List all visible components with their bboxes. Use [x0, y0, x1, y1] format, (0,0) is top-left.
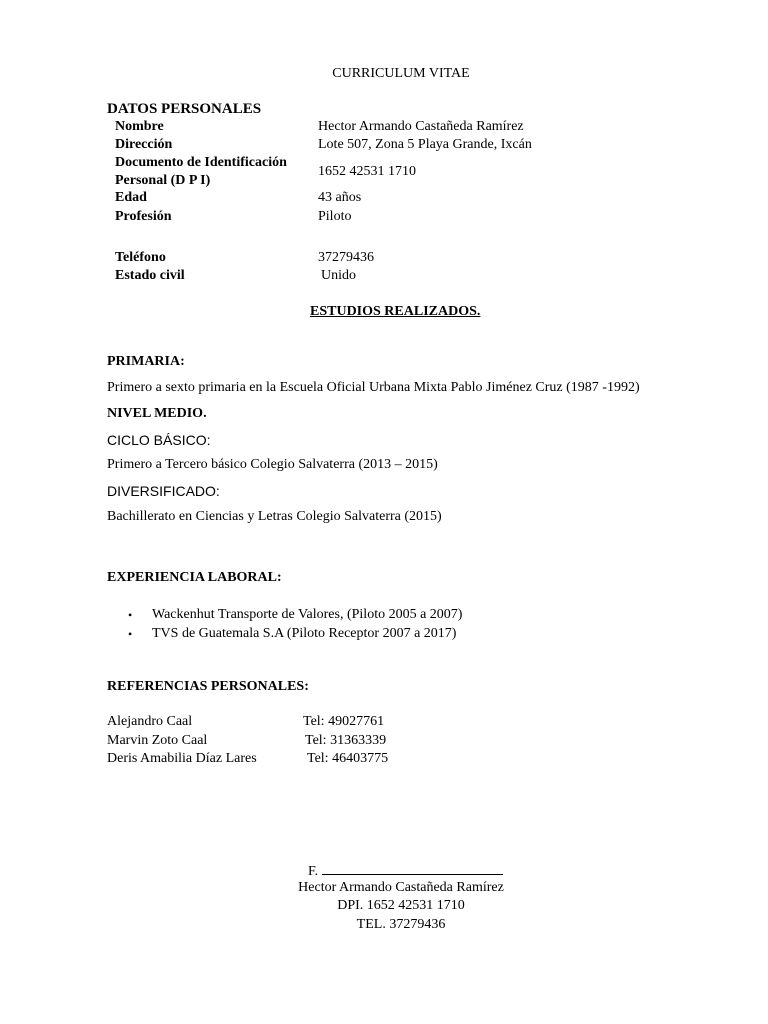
diversificado-text: Bachillerato en Ciencias y Letras Colegio Salvaterra (2015) [107, 509, 442, 524]
label-nombre: Nombre [115, 119, 164, 134]
experience-heading: EXPERIENCIA LABORAL: [107, 570, 282, 585]
label-profesion: Profesión [115, 209, 172, 224]
diversificado-heading: DIVERSIFICADO: [107, 483, 220, 499]
signature-underline [322, 861, 503, 875]
value-profesion: Piloto [318, 209, 352, 224]
experience-item: TVS de Guatemala S.A (Piloto Receptor 2007 a 2017) [152, 626, 457, 641]
ciclo-basico-heading: CICLO BÁSICO: [107, 432, 211, 448]
reference-tel: Tel: 31363339 [305, 733, 387, 748]
label-direccion: Dirección [115, 137, 173, 152]
reference-name: Deris Amabilia Díaz Lares [107, 751, 257, 766]
nivel-medio-heading: NIVEL MEDIO. [107, 406, 207, 421]
label-edad: Edad [115, 190, 147, 205]
signature-dpi: DPI. 1652 42531 1710 [337, 898, 465, 913]
primaria-text: Primero a sexto primaria en la Escuela Oficial Urbana Mixta Pablo Jiménez Cruz (1987 -1992) [107, 380, 640, 395]
reference-tel: Tel: 49027761 [303, 714, 385, 729]
value-dpi: 1652 42531 1710 [318, 164, 416, 179]
bullet-icon: • [128, 627, 133, 641]
reference-name: Marvin Zoto Caal [107, 733, 208, 748]
bullet-icon: • [128, 608, 133, 622]
signature-prefix: F. [308, 864, 319, 879]
signature-name: Hector Armando Castañeda Ramírez [298, 880, 504, 895]
signature-tel: TEL. 37279436 [356, 917, 446, 932]
label-documento-line2: Personal (D P I) [115, 173, 211, 188]
personal-heading: DATOS PERSONALES [107, 101, 262, 117]
value-telefono: 37279436 [318, 250, 374, 265]
page-title: CURRICULUM VITAE [332, 66, 470, 81]
studies-heading: ESTUDIOS REALIZADOS. [310, 304, 481, 319]
value-estado-civil: Unido [321, 268, 356, 283]
value-direccion: Lote 507, Zona 5 Playa Grande, Ixcán [318, 137, 532, 152]
experience-item: Wackenhut Transporte de Valores, (Piloto 2005 a 2007) [152, 607, 463, 622]
reference-name: Alejandro Caal [107, 714, 193, 729]
value-edad: 43 años [318, 190, 362, 205]
label-documento: Documento de Identificación [115, 155, 287, 170]
primaria-heading: PRIMARIA: [107, 354, 185, 369]
signature-line [308, 861, 503, 881]
value-nombre: Hector Armando Castañeda Ramírez [318, 119, 524, 134]
references-heading: REFERENCIAS PERSONALES: [107, 679, 309, 694]
ciclo-basico-text: Primero a Tercero básico Colegio Salvaterra (2013 – 2015) [107, 457, 438, 472]
reference-tel: Tel: 46403775 [307, 751, 389, 766]
label-estado-civil: Estado civil [115, 268, 185, 283]
label-telefono: Teléfono [115, 250, 166, 265]
